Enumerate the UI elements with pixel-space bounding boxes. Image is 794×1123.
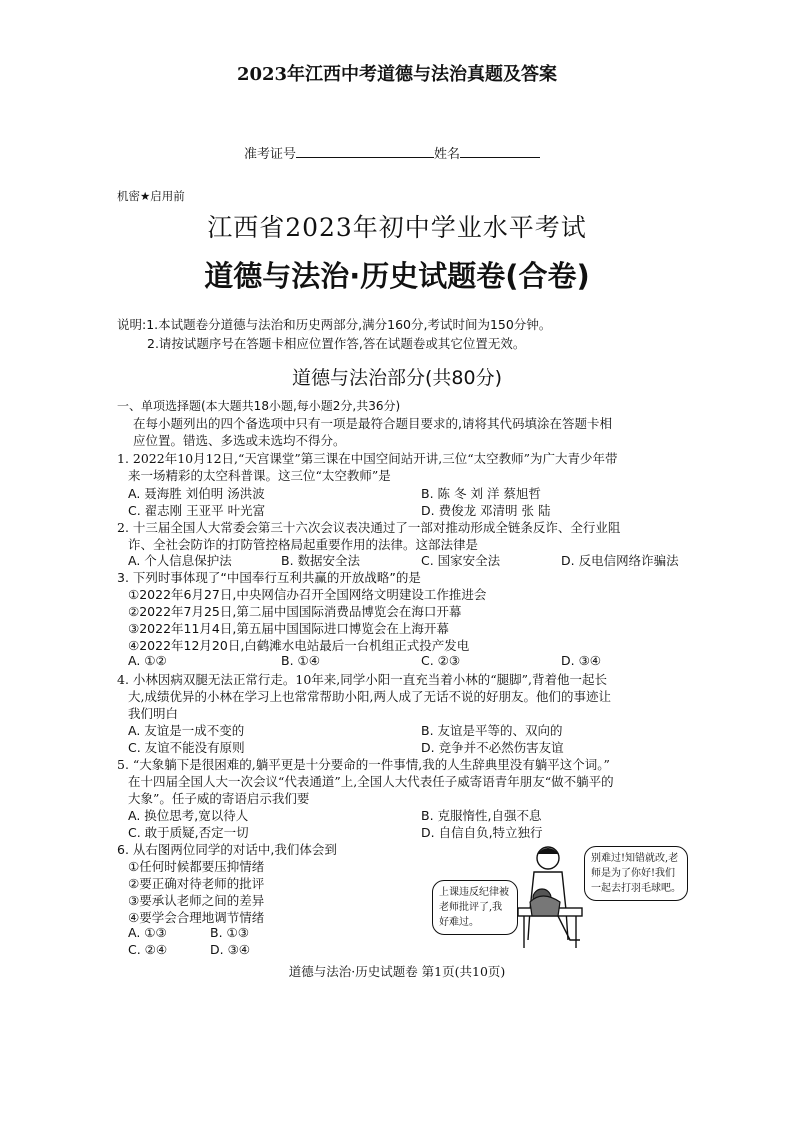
secret-label: 机密★启用前 — [117, 189, 185, 203]
document-title: 2023年江西中考道德与法治真题及答案 — [236, 64, 558, 85]
part-title: 道德与法治部分(共80分) — [291, 367, 502, 389]
question-6-option-a: A. ①③ — [128, 925, 167, 940]
question-6-option-c: C. ②④ — [128, 942, 168, 957]
ticket-number-label: 准考证号 — [244, 147, 297, 162]
note-line-1: 说明:1.本试题卷分道德与法治和历史两部分,满分160分,考试时间为150分钟。 — [117, 317, 552, 332]
question-2-stem-1: 2. 十三届全国人大常委会第三十六次会议表决通过了一部对推动形成全链条反诈、全行业阻 — [117, 520, 621, 535]
question-3-option-a: A. ①② — [128, 653, 167, 668]
question-5-stem-2: 在十四届全国人大一次会议“代表通道”上,全国人大代表任子威寄语青年朋友“做不躺平的 — [128, 774, 614, 789]
question-5-option-d: D. 自信自负,特立独行 — [421, 825, 543, 840]
question-6-item-2: ②要正确对待老师的批评 — [128, 876, 265, 891]
question-4-stem-1: 4. 小林因病双腿无法正常行走。10年来,同学小阳一直充当着小林的“腿脚”,背着他一起长 — [117, 672, 608, 687]
page-footer: 道德与法治·历史试题卷 第1页(共10页) — [288, 964, 506, 979]
paper-title: 道德与法治·历史试题卷(合卷) — [204, 259, 590, 293]
question-2-option-b: B. 数据安全法 — [281, 553, 361, 568]
section-instruction-1: 在每小题列出的四个备选项中只有一项是最符合题目要求的,请将其代码填涂在答题卡相 — [133, 416, 612, 431]
question-6-option-b: B. ①③ — [210, 925, 249, 940]
question-1-option-d: D. 费俊龙 邓清明 张 陆 — [421, 503, 551, 518]
question-3-item-4: ④2022年12月20日,白鹤滩水电站最后一台机组正式投产发电 — [128, 638, 470, 653]
question-1-stem-1: 1. 2022年10月12日,“天宫课堂”第三课在中国空间站开讲,三位“太空教师”为广大青少年带 — [117, 451, 618, 466]
question-3-item-1: ①2022年6月27日,中央网信办召开全国网络文明建设工作推进会 — [128, 587, 487, 602]
question-3-option-c: C. ②③ — [421, 653, 461, 668]
question-4-stem-3: 我们明白 — [128, 706, 179, 721]
exam-title: 江西省2023年初中学业水平考试 — [207, 213, 587, 242]
question-5-stem-1: 5. “大象躺下是很困难的,躺平更是十分要命的一件事情,我的人生辞典里没有躺平这个词。” — [117, 757, 610, 772]
question-3-stem: 3. 下列时事体现了“中国奉行互利共赢的开放战略”的是 — [117, 570, 421, 585]
question-6-item-3: ③要承认老师之间的差异 — [128, 893, 265, 908]
question-6-option-d: D. ③④ — [210, 942, 250, 957]
question-4-option-c: C. 友谊不能没有原则 — [128, 740, 245, 755]
ticket-info — [244, 143, 540, 162]
question-3-item-3: ③2022年11月4日,第五届中国国际进口博览会在上海开幕 — [128, 621, 449, 636]
question-3-option-b: B. ①④ — [281, 653, 320, 668]
question-4-stem-2: 大,成绩优异的小林在学习上也常常帮助小阳,两人成了无话不说的好朋友。他们的事迹让 — [128, 689, 611, 704]
name-blank — [460, 145, 540, 158]
question-6-stem: 6. 从右图两位同学的对话中,我们体会到 — [117, 842, 337, 857]
speech-bubble-left: 上课违反纪律被老师批评了,我好难过。 — [432, 880, 518, 935]
question-5-option-b: B. 克服惰性,自强不息 — [421, 808, 542, 823]
question-1-option-a: A. 聂海胜 刘伯明 汤洪波 — [128, 486, 265, 501]
question-4-option-d: D. 竞争并不必然伤害友谊 — [421, 740, 564, 755]
speech-bubble-right: 别难过!知错就改,老师是为了你好!我们一起去打羽毛球吧。 — [584, 846, 688, 901]
question-6-item-1: ①任何时候都要压抑情绪 — [128, 859, 265, 874]
question-2-option-d: D. 反电信网络诈骗法 — [561, 553, 679, 568]
question-3-item-2: ②2022年7月25日,第二届中国国际消费品博览会在海口开幕 — [128, 604, 462, 619]
section-heading: 一、单项选择题(本大题共18小题,每小题2分,共36分) — [117, 399, 401, 413]
question-5-option-a: A. 换位思考,宽以待人 — [128, 808, 249, 823]
ticket-number-blank — [296, 145, 434, 158]
question-4-option-b: B. 友谊是平等的、双向的 — [421, 723, 563, 738]
question-1-option-b: B. 陈 冬 刘 洋 蔡旭哲 — [421, 486, 541, 501]
section-instruction-2: 应位置。错选、多选或未选均不得分。 — [133, 433, 346, 448]
question-1-option-c: C. 翟志刚 王亚平 叶光富 — [128, 503, 266, 518]
name-label: 姓名 — [434, 147, 461, 162]
question-5-stem-3: 大象”。任子威的寄语启示我们要 — [128, 791, 310, 806]
question-6-item-4: ④要学会合理地调节情绪 — [128, 910, 265, 925]
question-4-option-a: A. 友谊是一成不变的 — [128, 723, 245, 738]
note-line-2: 2.请按试题序号在答题卡相应位置作答,答在试题卷或其它位置无效。 — [147, 336, 526, 351]
question-3-option-d: D. ③④ — [561, 653, 601, 668]
question-5-option-c: C. 敢于质疑,否定一切 — [128, 825, 249, 840]
question-2-option-c: C. 国家安全法 — [421, 553, 501, 568]
question-2-option-a: A. 个人信息保护法 — [128, 553, 232, 568]
question-1-stem-2: 来一场精彩的太空科普课。这三位“太空教师”是 — [128, 468, 391, 483]
question-2-stem-2: 诈、全社会防诈的打防管控格局起重要作用的法律。这部法律是 — [128, 537, 479, 552]
